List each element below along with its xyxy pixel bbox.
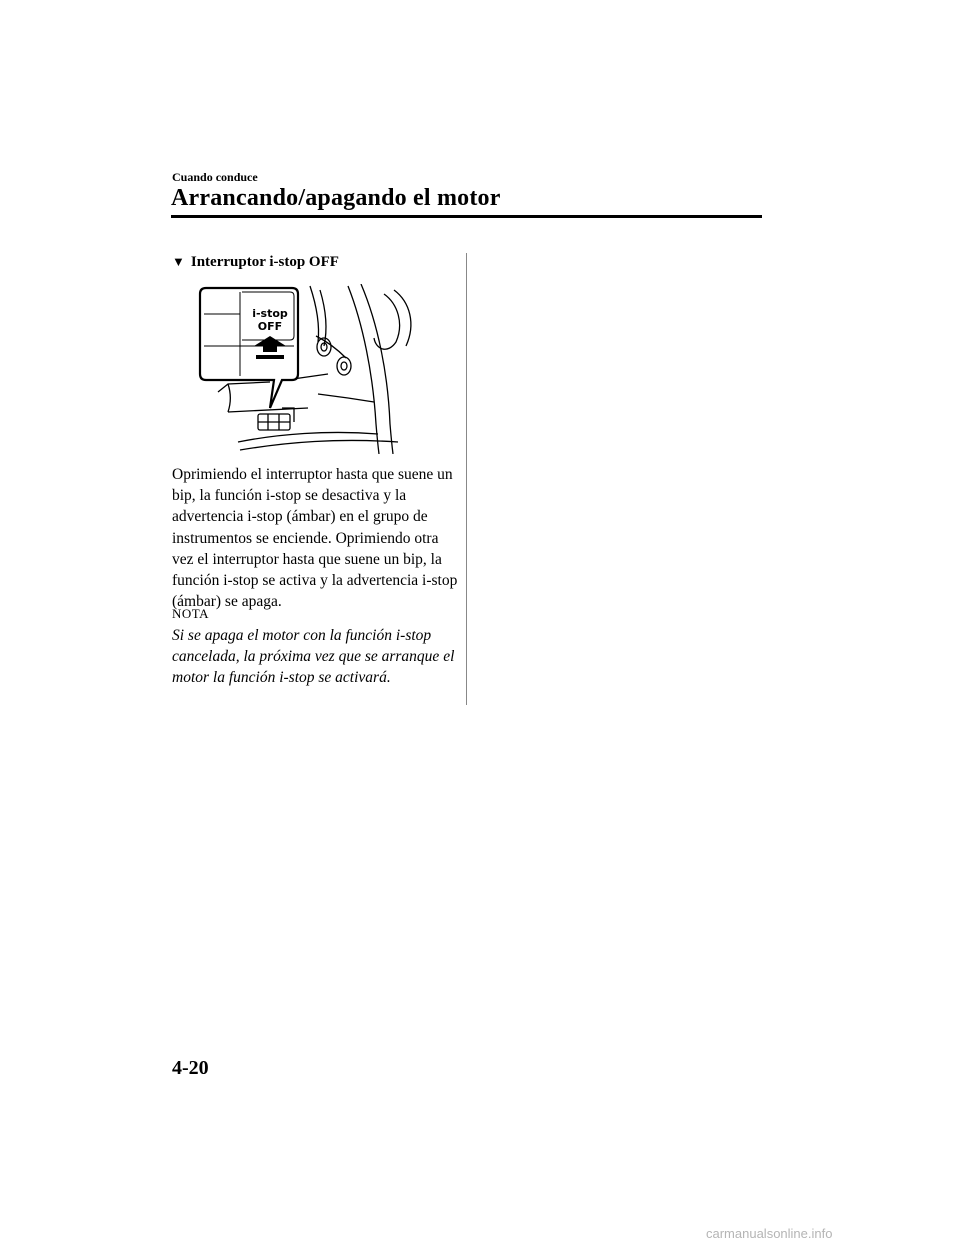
note-label: NOTA <box>172 606 210 621</box>
switch-block-drawing <box>258 408 294 430</box>
page-title: Arrancando/apagando el motor <box>171 185 501 211</box>
column-divider <box>466 253 467 705</box>
button-label-line2: OFF <box>257 320 283 333</box>
note-text: Si se apaga el motor con la función i-stop cancelada, la próxima vez que se arranque el motor la función i-stop se activará. <box>172 627 455 687</box>
body-paragraph: Oprimiendo el interruptor hasta que suene un bip, la función i-stop se desactiva y la advertencia i-stop (ámbar) en el grupo de instrumentos se enciende. Oprimiendo otra vez el interruptor hasta que suene un bip, la función i-stop se activa y la advertencia i-stop (ámbar) se apaga. <box>172 466 458 611</box>
steering-wheel-drawing <box>310 284 411 454</box>
lever-stalk-drawing <box>316 336 351 375</box>
subsection-heading-text: Interruptor i-stop OFF <box>190 254 339 270</box>
page-number: 4-20 <box>172 1057 209 1079</box>
watermark: carmanualsonline.info <box>706 1226 833 1241</box>
press-arrow-bar <box>256 355 284 359</box>
section-label: Cuando conduce <box>172 170 258 184</box>
title-rule <box>171 215 762 218</box>
istop-switch-illustration <box>198 284 420 454</box>
callout-bubble <box>200 288 298 408</box>
dashboard-panel-drawing <box>218 374 398 450</box>
subsection-heading <box>172 252 339 272</box>
triangle-marker-icon: ▼ <box>172 254 185 269</box>
button-label-line1: i-stop <box>252 307 288 320</box>
